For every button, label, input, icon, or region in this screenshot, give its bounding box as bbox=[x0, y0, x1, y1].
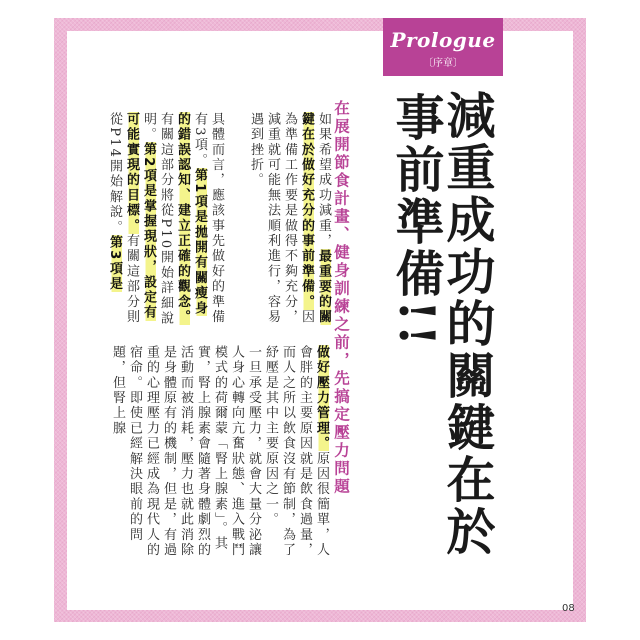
p3-text-a: 原因很簡單，人會胖的主要原因就是飲食過量，而人之所以飲食沒有節制，為了紓壓是其中主要原因之一。 bbox=[263, 345, 329, 558]
badge-label-en: Prologue bbox=[390, 28, 496, 52]
p4-text-a: 一旦承受壓力，就會大量分泌讓人身心轉向亢奮狀態、進入戰鬥模式的荷爾蒙「腎上腺素」。其實，腎上腺素會隨著身體劇烈的活動而被消耗，壓力也就此消除是身體原有的機制，但是，有過重的心理壓力已經成為現代人的宿命。即使已經解決眼前的問題，但腎上腺 bbox=[110, 345, 261, 558]
p2-text-c: 有關這部分則從P14開始解說。 bbox=[107, 112, 139, 325]
prologue-badge bbox=[383, 18, 503, 76]
badge-label-zh: 〔序章〕 bbox=[423, 58, 463, 69]
page-title-line1: 減重成功的關鍵在於 bbox=[439, 90, 497, 558]
p2-emphasis-2: 第2項是掌握現狀，設定有可能實現的目標。 bbox=[124, 112, 156, 321]
p2-emphasis-3: 第3項是 bbox=[107, 235, 122, 292]
p2-emphasis-1: 第1項是拋開有關瘦身的錯誤認知、建立正確的觀念。 bbox=[175, 112, 207, 325]
p1-emphasis: 最重要的關鍵在於做好充分的事前準備。 bbox=[299, 112, 331, 325]
p2-text-b: 有關這部分將從P10開始詳細說明。 bbox=[141, 112, 173, 327]
subheading: 在展開節食計畫、健身訓練之前，先搞定壓力問題 bbox=[332, 100, 350, 496]
p1-text-b: 因為準備工作要是做得不夠充分，減重就可能無法順利進行，容易遇到挫折。 bbox=[248, 112, 314, 325]
body-paragraph-2 bbox=[107, 112, 225, 330]
p2-text-a: 具體而言，應該事先做好的準備有3項。 bbox=[192, 112, 224, 325]
body-paragraph-3 bbox=[110, 345, 330, 563]
p1-text-a: 如果希望成功減重， bbox=[316, 112, 331, 249]
body-paragraph-1 bbox=[222, 112, 332, 330]
p3-emphasis: 做好壓力管理。 bbox=[314, 345, 329, 452]
page-title-line2: 事前準備!! bbox=[388, 92, 446, 350]
page-number: 08 bbox=[562, 603, 575, 614]
